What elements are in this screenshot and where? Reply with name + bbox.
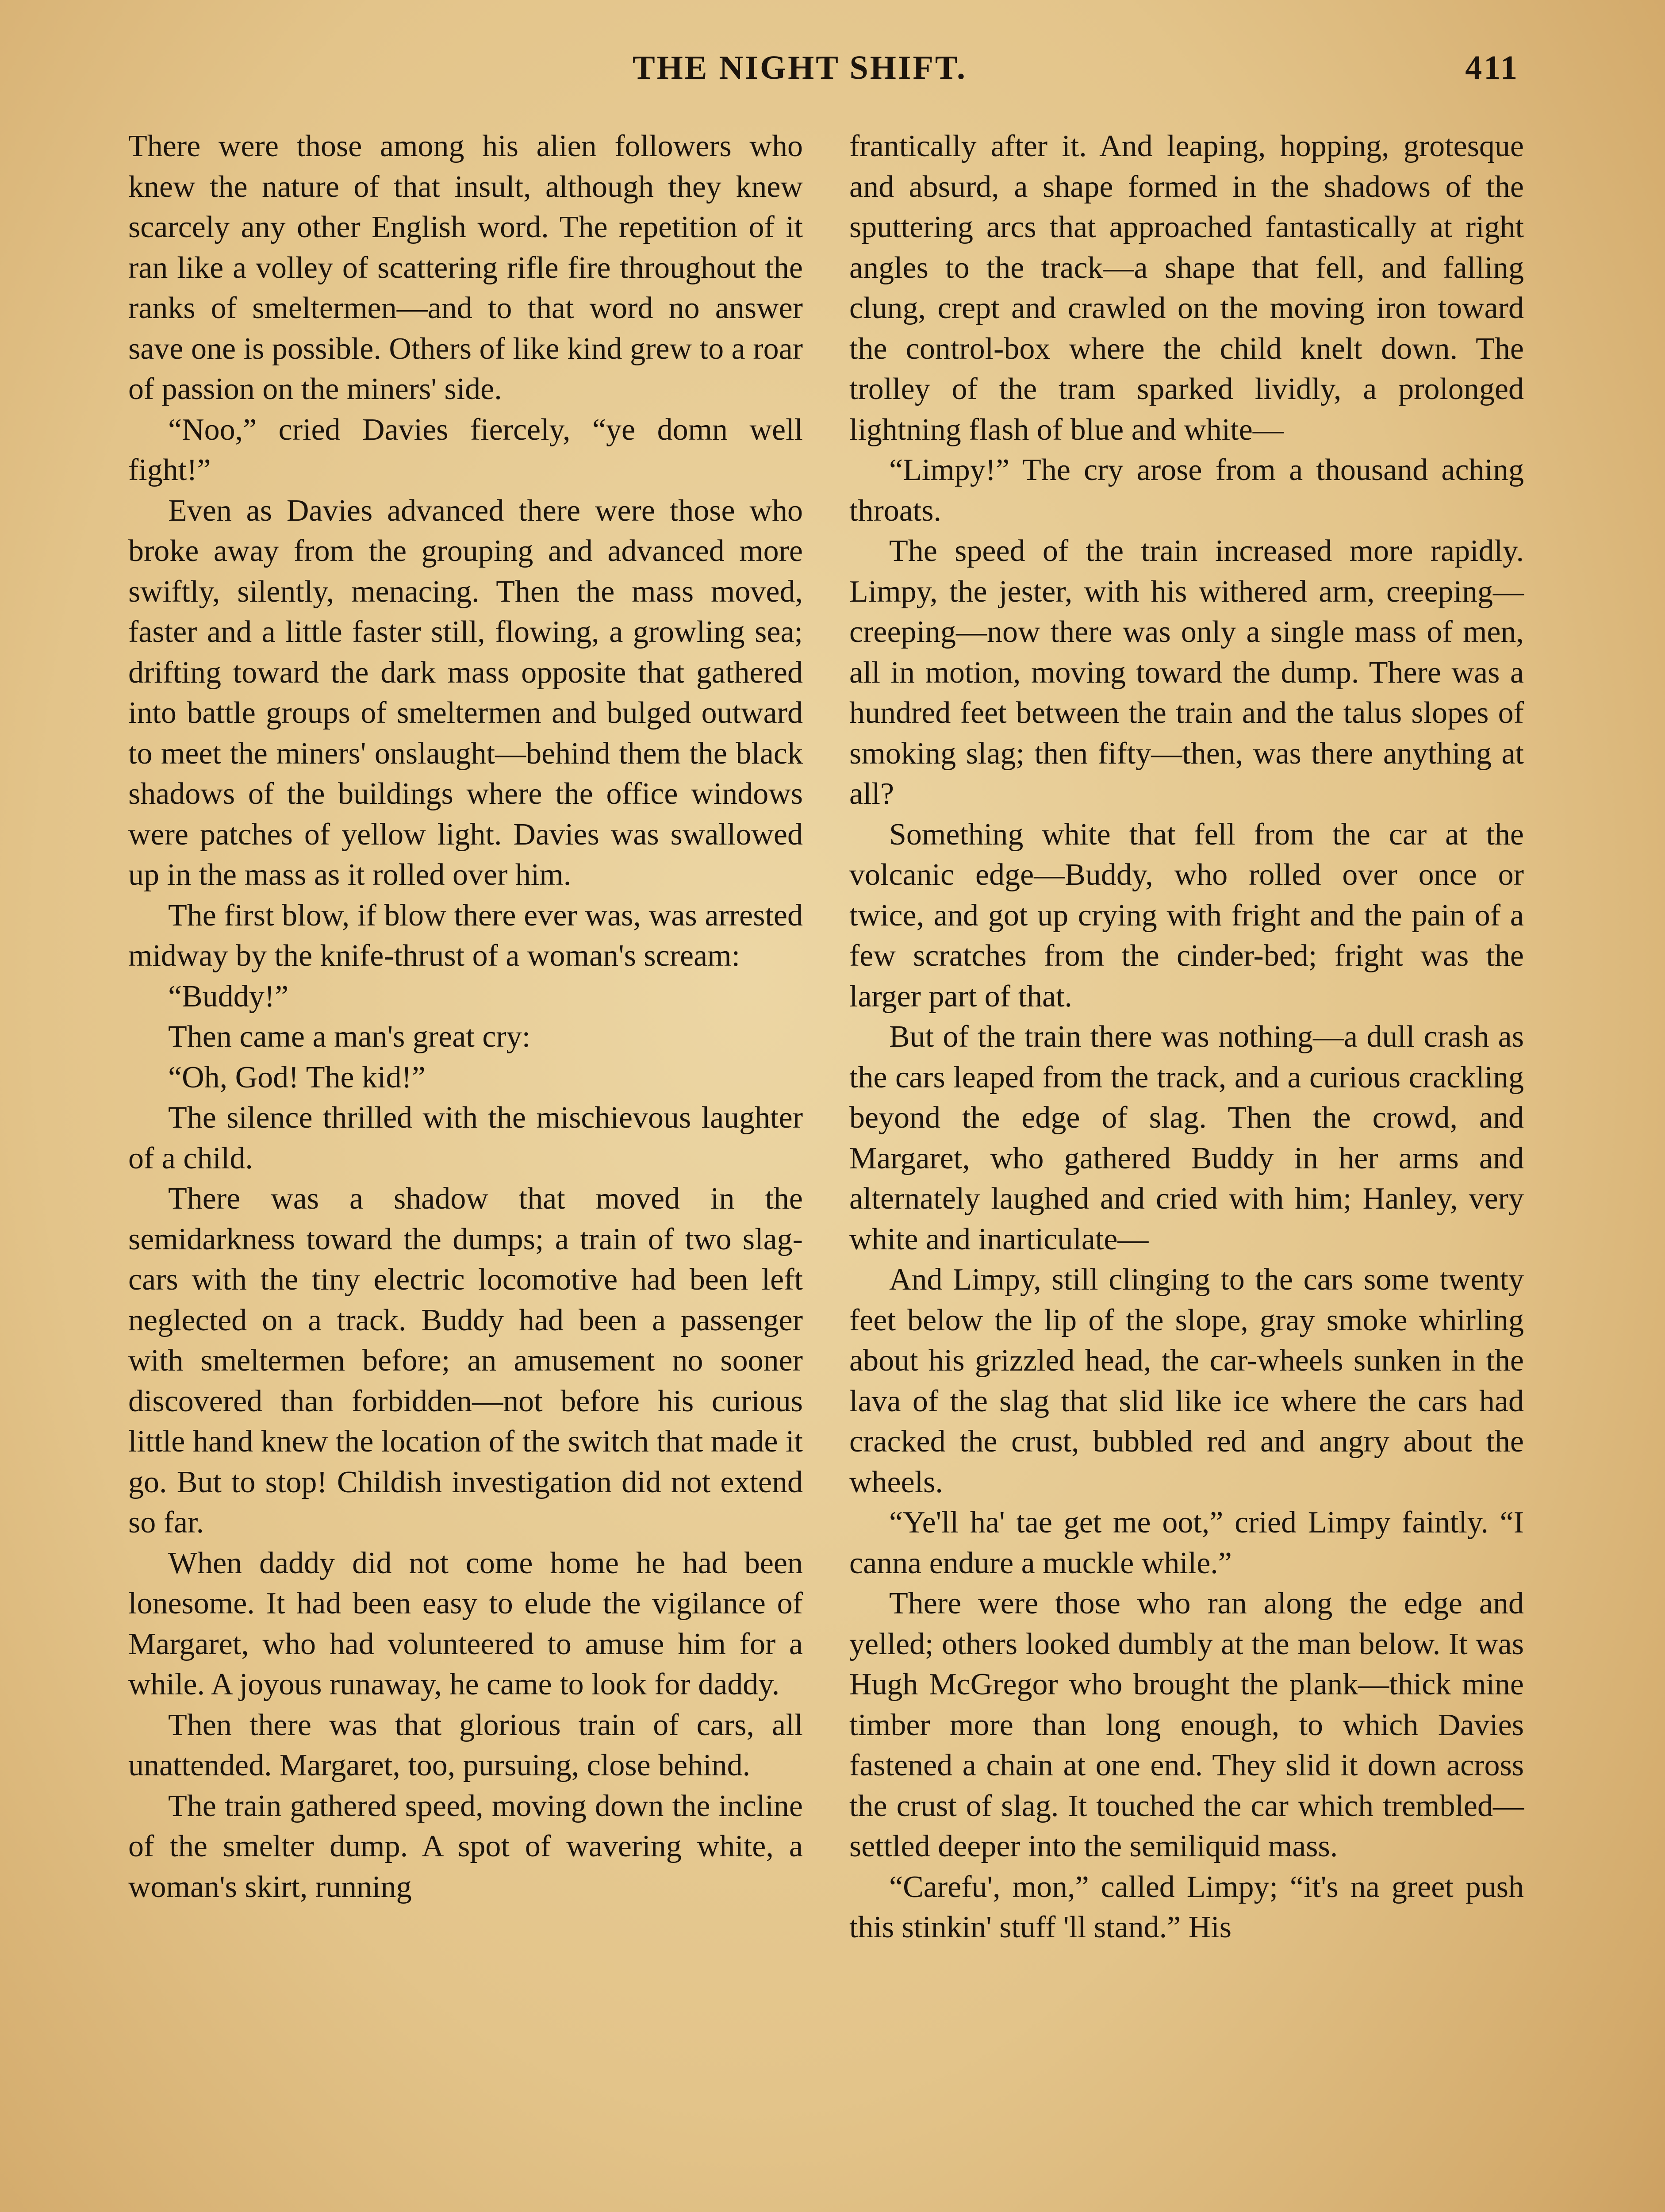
paragraph: Then came a man's great cry: — [168, 1020, 531, 1054]
paragraph: The first blow, if blow there ever was, was arrested midway by the knife-thrust of a woman's scream: — [128, 898, 803, 973]
left-column — [128, 126, 803, 1907]
paragraph: The train gathered speed, moving down the incline of the smelter dump. A spot of wavering white, a woman's skirt, running — [128, 1789, 803, 1904]
paragraph: When daddy did not come home he had been lonesome. It had been easy to elude the vigilance of Margaret, who had volunteered to amuse him for a while. A joyous runaway, he came to look for daddy. — [128, 1546, 803, 1701]
right-column — [849, 126, 1524, 1948]
paragraph: “Buddy!” — [168, 979, 289, 1014]
paragraph: “Noo,” cried Davies fiercely, “ye domn well fight!” — [128, 412, 803, 487]
paragraph: “Limpy!” The cry arose from a thousand aching throats. — [849, 453, 1524, 528]
page-header — [0, 49, 1665, 97]
paragraph: The silence thrilled with the mischievous laughter of a child. — [128, 1101, 803, 1175]
paragraph: “Carefu', mon,” called Limpy; “it's na greet push this stinkin' stuff 'll stand.” His — [849, 1870, 1524, 1944]
paragraph: The speed of the train increased more rapidly. Limpy, the jester, with his withered arm, creeping—creeping—now there was only a single mass of men, all in motion, moving toward the dump. There was a hundred feet between the train and the talus slopes of smoking slag; then fifty—then, was there anything at all? — [849, 534, 1524, 811]
paragraph: But of the train there was nothing—a dull crash as the cars leaped from the track, and a curious crackling beyond the edge of slag. Then the crowd, and Margaret, who gathered Buddy in her arms and alternately laughed and cried with him; Hanley, very white and inarticulate— — [849, 1020, 1524, 1256]
page-number: 411 — [1465, 49, 1519, 86]
paragraph: Even as Davies advanced there were those who broke away from the grouping and advanced more swiftly, silently, menacing. Then the mass moved, faster and a little faster still, flowing, a growling sea; drifting toward the dark mass opposite that gathered into battle groups of smeltermen and bulged outward to meet the miners' onslaught—behind them the black shadows of the buildings where the office windows were patches of yellow light. Davies was swallowed up in the mass as it rolled over him. — [128, 493, 803, 892]
paragraph: Then there was that glorious train of cars, all unattended. Margaret, too, pursuing, close behind. — [128, 1708, 803, 1782]
paragraph: There was a shadow that moved in the semidarkness toward the dumps; a train of two slag-cars with the tiny electric locomotive had been left neglected on a track. Buddy had been a passenger with smeltermen before; an amusement no sooner discovered than forbidden—not before his curious little hand knew the location of the switch that made it go. But to stop! Childish investigation did not extend so far. — [128, 1182, 803, 1540]
paragraph: And Limpy, still clinging to the cars some twenty feet below the lip of the slope, gray smoke whirling about his grizzled head, the car-wheels sunken in the lava of the slag that slid like ice where the cars had cracked the crust, bubbled red and angry about the wheels. — [849, 1263, 1524, 1499]
paragraph: “Oh, God! The kid!” — [168, 1060, 426, 1094]
paragraph: frantically after it. And leaping, hopping, grotesque and absurd, a shape formed in the shadows of the sputtering arcs that approached fantastically at right angles to the track—a shape that fell, and falling clung, crept and crawled on the moving iron toward the control-box where the child knelt down. The trolley of the tram sparked lividly, a prolonged lightning flash of blue and white— — [849, 129, 1524, 447]
paragraph: “Ye'll ha' tae get me oot,” cried Limpy faintly. “I canna endure a muckle while.” — [849, 1505, 1524, 1580]
paragraph: There were those among his alien followers who knew the nature of that insult, although they knew scarcely any other English word. The repetition of it ran like a volley of scattering rifle fire throughout the ranks of smeltermen—and to that word no answer save one is possible. Others of like kind grew to a roar of passion on the miners' side. — [128, 129, 803, 406]
paragraph: Something white that fell from the car at the volcanic edge—Buddy, who rolled over once or twice, and got up crying with fright and the pain of a few scratches from the cinder-bed; fright was the larger part of that. — [849, 817, 1524, 1014]
running-title: THE NIGHT SHIFT. — [633, 49, 967, 86]
paragraph: There were those who ran along the edge and yelled; others looked dumbly at the man below. It was Hugh McGregor who brought the plank—thick mine timber more than long enough, to which Davies fastened a chain at one end. They slid it down across the crust of slag. It touched the car which trembled—settled deeper into the semiliquid mass. — [849, 1586, 1524, 1863]
